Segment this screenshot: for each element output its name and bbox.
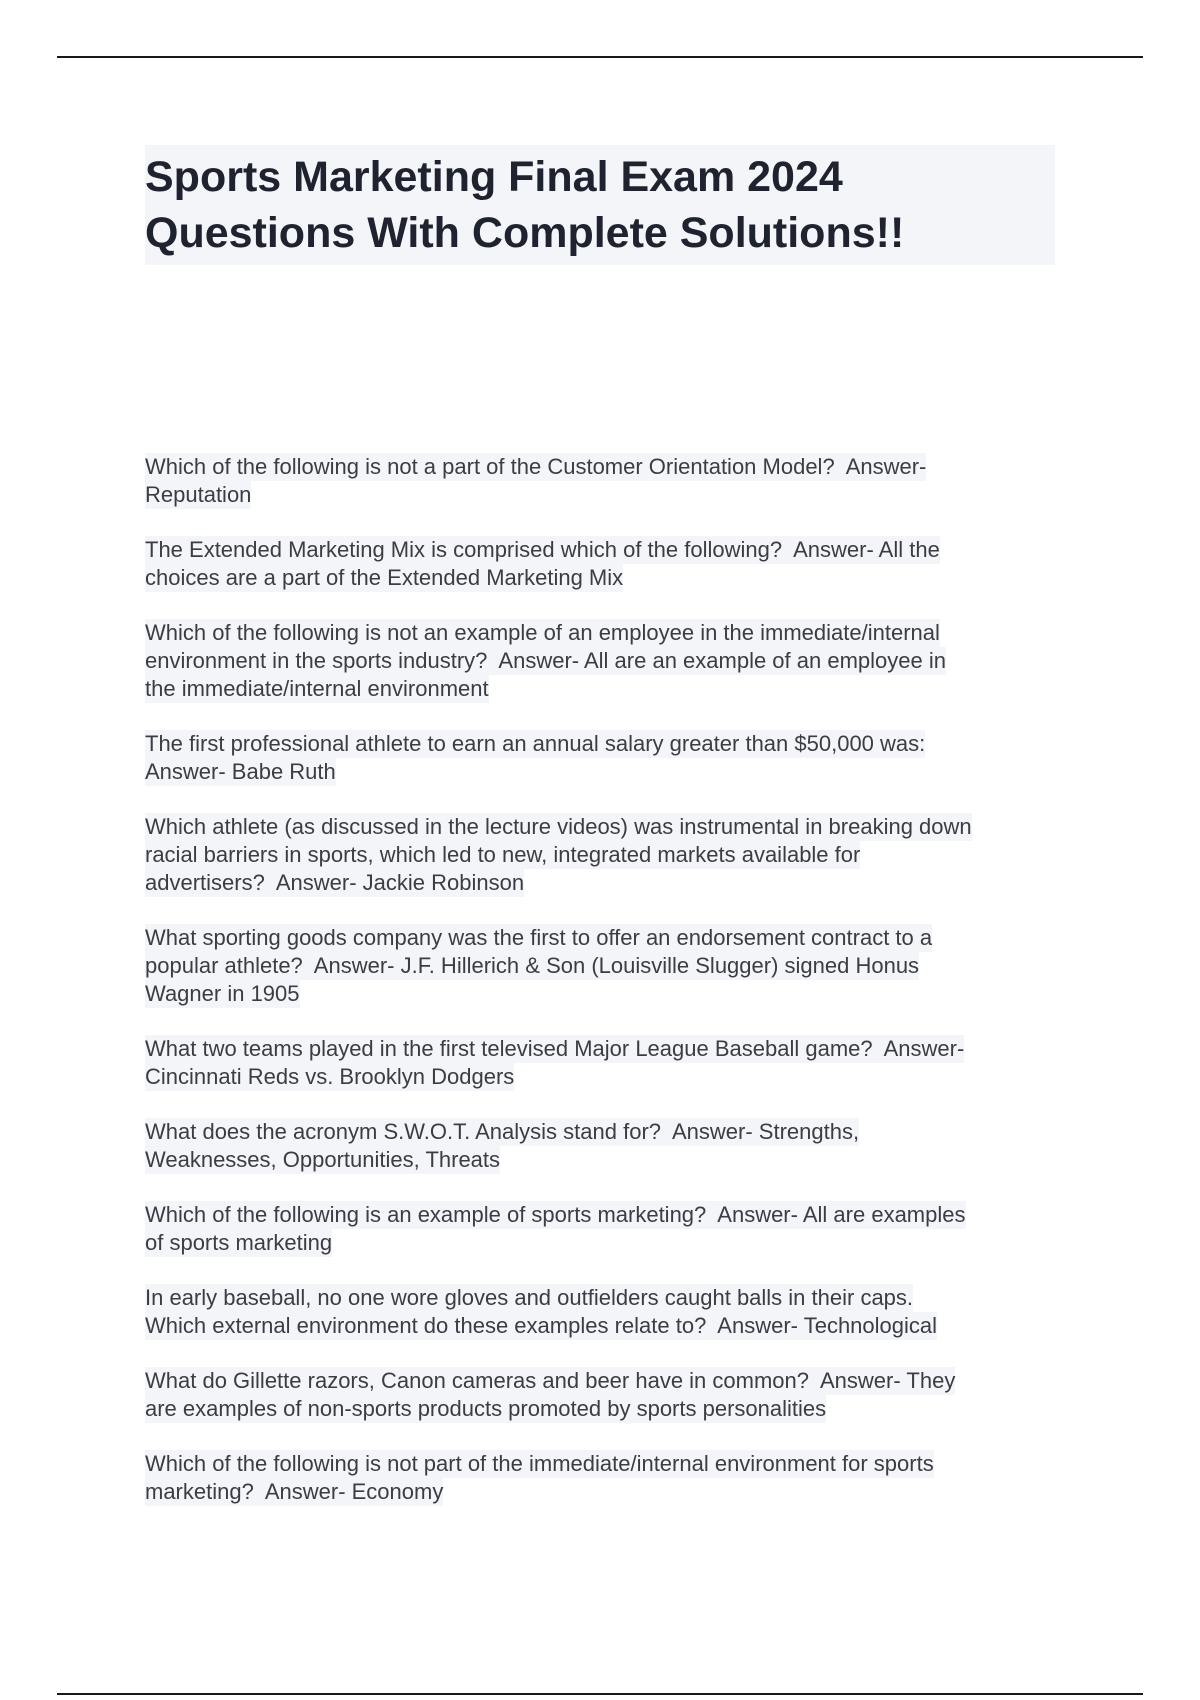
qa-text-line: What does the acronym S.W.O.T. Analysis stand for? Answer- Strengths,	[145, 1119, 860, 1144]
qa-text-line: What two teams played in the first televised Major League Baseball game? Answer-	[145, 1036, 965, 1061]
qa-text-line: environment in the sports industry? Answer- All are an example of an employee in	[145, 648, 946, 673]
qa-text-line: the immediate/internal environment	[145, 676, 489, 701]
qa-text-line: Cincinnati Reds vs. Brooklyn Dodgers	[145, 1064, 515, 1089]
qa-text-line: are examples of non-sports products promoted by sports personalities	[145, 1396, 827, 1421]
question-answer-list	[145, 453, 1065, 1533]
qa-text-line: Which athlete (as discussed in the lecture videos) was instrumental in breaking down	[145, 814, 972, 839]
qa-item	[145, 1201, 1065, 1257]
qa-text-line: advertisers? Answer- Jackie Robinson	[145, 870, 525, 895]
qa-text-line: In early baseball, no one wore gloves and outfielders caught balls in their caps.	[145, 1285, 914, 1310]
qa-item	[145, 1284, 1065, 1340]
qa-text-line: Which of the following is not a part of the Customer Orientation Model? Answer-	[145, 454, 927, 479]
qa-text-line: Weaknesses, Opportunities, Threats	[145, 1147, 501, 1172]
qa-item	[145, 924, 1065, 1008]
qa-text-line: The first professional athlete to earn an annual salary greater than $50,000 was:	[145, 731, 926, 756]
qa-item	[145, 536, 1065, 592]
top-rule	[57, 56, 1143, 58]
qa-text-line: Answer- Babe Ruth	[145, 759, 336, 784]
qa-text-line: racial barriers in sports, which led to new, integrated markets available for	[145, 842, 861, 867]
qa-item	[145, 730, 1065, 786]
qa-text-line: marketing? Answer- Economy	[145, 1479, 444, 1504]
qa-item	[145, 813, 1065, 897]
qa-text-line: What do Gillette razors, Canon cameras and beer have in common? Answer- They	[145, 1368, 956, 1393]
qa-text-line: popular athlete? Answer- J.F. Hillerich & Son (Louisville Slugger) signed Honus	[145, 953, 920, 978]
qa-item	[145, 1118, 1065, 1174]
bottom-rule	[57, 1693, 1143, 1695]
title-line: Questions With Complete Solutions!!	[145, 209, 905, 257]
qa-text-line: Which external environment do these examples relate to? Answer- Technological	[145, 1313, 938, 1338]
page-title	[145, 145, 1055, 265]
qa-item	[145, 1450, 1065, 1506]
qa-text-line: choices are a part of the Extended Marketing Mix	[145, 565, 624, 590]
qa-text-line: Which of the following is an example of sports marketing? Answer- All are examples	[145, 1202, 966, 1227]
title-line: Sports Marketing Final Exam 2024	[145, 153, 843, 201]
qa-item	[145, 619, 1065, 703]
qa-text-line: Which of the following is not an example of an employee in the immediate/internal	[145, 620, 940, 645]
qa-text-line: The Extended Marketing Mix is comprised which of the following? Answer- All the	[145, 537, 940, 562]
qa-text-line: What sporting goods company was the first to offer an endorsement contract to a	[145, 925, 933, 950]
qa-text-line: of sports marketing	[145, 1230, 333, 1255]
qa-item	[145, 1367, 1065, 1423]
qa-item	[145, 453, 1065, 509]
qa-item	[145, 1035, 1065, 1091]
qa-text-line: Which of the following is not part of the immediate/internal environment for sports	[145, 1451, 934, 1476]
qa-text-line: Reputation	[145, 482, 252, 507]
qa-text-line: Wagner in 1905	[145, 981, 300, 1006]
